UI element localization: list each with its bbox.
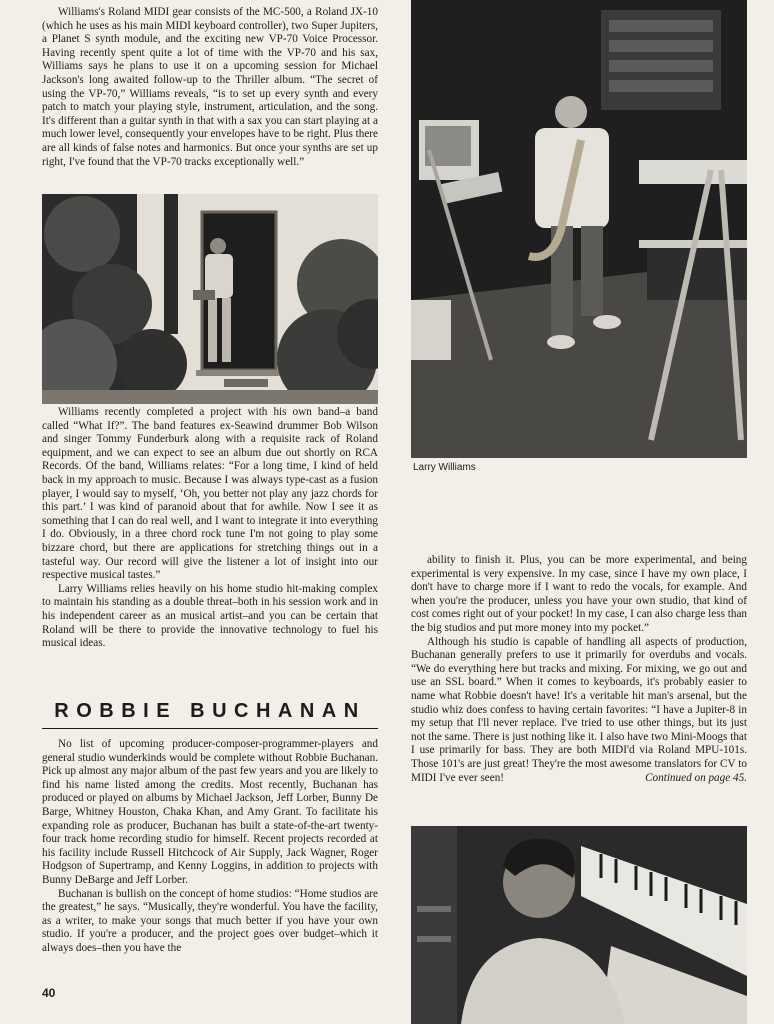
photo-larry-williams-doorway — [42, 194, 378, 404]
photo-larry-williams-studio-saxophone — [411, 0, 747, 458]
photo-caption: Larry Williams — [413, 462, 476, 473]
article-column-left-bottom — [42, 738, 378, 956]
article-paragraph: Buchanan is bullish on the concept of home studios: “Home studios are the greatest,” he says. “Musically, they're wonderful. You have the facility, as a writer, to make your songs that much better if you have your own studio. If you're a producer, and the project goes over budget–which it always does–then you have the — [42, 887, 378, 954]
article-paragraph — [411, 636, 747, 786]
section-heading: ROBBIE BUCHANAN — [42, 700, 378, 729]
page-number: 40 — [42, 986, 56, 1000]
article-paragraph: Williams's Roland MIDI gear consists of the MC-500, a Roland JX-10 (which he uses as his main MIDI keyboard controller), two Super Jupiters, a Planet S synth module, and the exciting new VP-70 Voice Processor. Having recently spent quite a lot of time with the VP-70 and his sax, Williams says he plans to use it on a upcoming session for Michael Jackson's long awaited follow-up to the Thriller album. “The secret of using the VP-70,” Williams reveals, “is to set up every synth and every patch to match your playing style, instrument, articulation, and the song. It's different than a guitar synth in that with a sax you can start playing at a much lower level, consequently your envelopes have to be right. Plus there are all kinds of false notes and harmonics. But once your synths are set up right, I've found that the VP-70 tracks exceptionally well.” — [42, 6, 378, 168]
article-column-right-middle — [411, 554, 747, 785]
article-paragraph: No list of upcoming producer-composer-programmer-players and general studio wunderkinds would be complete without Robbie Buchanan. Pick up almost any major album of the past few years and you are likely to find his name listed among the credits. Most recently, Buchanan has produced or played on albums by Michael Jackson, Jeff Lorber, Bunny De Barge, Whitney Houston, Chaka Khan, and Amy Grant. To facilitate his expanding role as producer, Buchanan has built a state-of-the-art twenty-four track home recording studio for himself. Recent projects recorded at his facility include Russell Hitchcock of Air Supply, Jack Wagner, Roger Hodgson of Supertramp, and Kenny Loggins, in addition to projects with Bunny DeBarge and Jeff Lorber. — [42, 738, 378, 886]
article-paragraph: Larry Williams relies heavily on his home studio hit-making complex to maintain his standing as a double threat–both in his session work and in his independent career as an musical artist–and you can be certain that Roland will be there to provide the innovative technology to fuel his musical ideas. — [42, 582, 378, 650]
article-column-left-top — [42, 6, 378, 169]
article-column-left-middle — [42, 406, 378, 651]
continued-note: Continued on page 45. — [645, 771, 747, 784]
photo-robbie-buchanan-keyboards — [411, 826, 747, 1024]
article-paragraph: ability to finish it. Plus, you can be more experimental, and being experimental is very expensive. In my case, since I have my own place, I don't have to charge more if I want to redo the vocals, for example. And when you're the producer, unless you have your own studio, that kind of cost comes right out of your pocket! In my case, I can also charge less than the big studios and put more money into my pocket.” — [411, 554, 747, 634]
article-paragraph: Williams recently completed a project with his own band–a band called “What If?”. The band features ex-Seawind drummer Bob Wilson and singer Tommy Funderburk along with a requisite rack of Roland equipment, and we can expect to see an album due out shortly on RCA Records. Of the band, Williams relates: “For a long time, I kind of held back in my approach to music. Because I was always type-cast as a fusion player, I would say to myself, ‘Oh, you better not play any jazz chords for this part.’ I was kind of paranoid about that for awhile. Now I see it as something that I can do real well, and I want to integrate it into everything I do. Obviously, in a three chord rock tune I'm not going to play some bizzare chord, but there are applications for stretching things out in a tasteful way. Our record will give the listener a lot of insight into our respective musical tastes.” — [42, 406, 378, 582]
article-paragraph-text: Although his studio is capable of handling all aspects of production, Buchanan generally prefers to use it primarily for overdubs and vocals. “We do everything here but tracks and mixing. For mixing, we go out and use an SSL board.” When it comes to keyboards, it's probably easier to name what Robbie doesn't have! It's a veritable hit man's arsenal, but the studio whiz does confess to having certain favorites: “I have a Jupiter-8 in my setup that I'll never replace. I've tried to use other things, but its just not the same. There is just nothing like it. I also have two Mini-Moogs that I use primarily for bass. They are both MIDI'd via Roland MPU-101s. Those 101's are just great! They're the most awesome translators for CV to MIDI I've ever seen! — [411, 635, 747, 784]
